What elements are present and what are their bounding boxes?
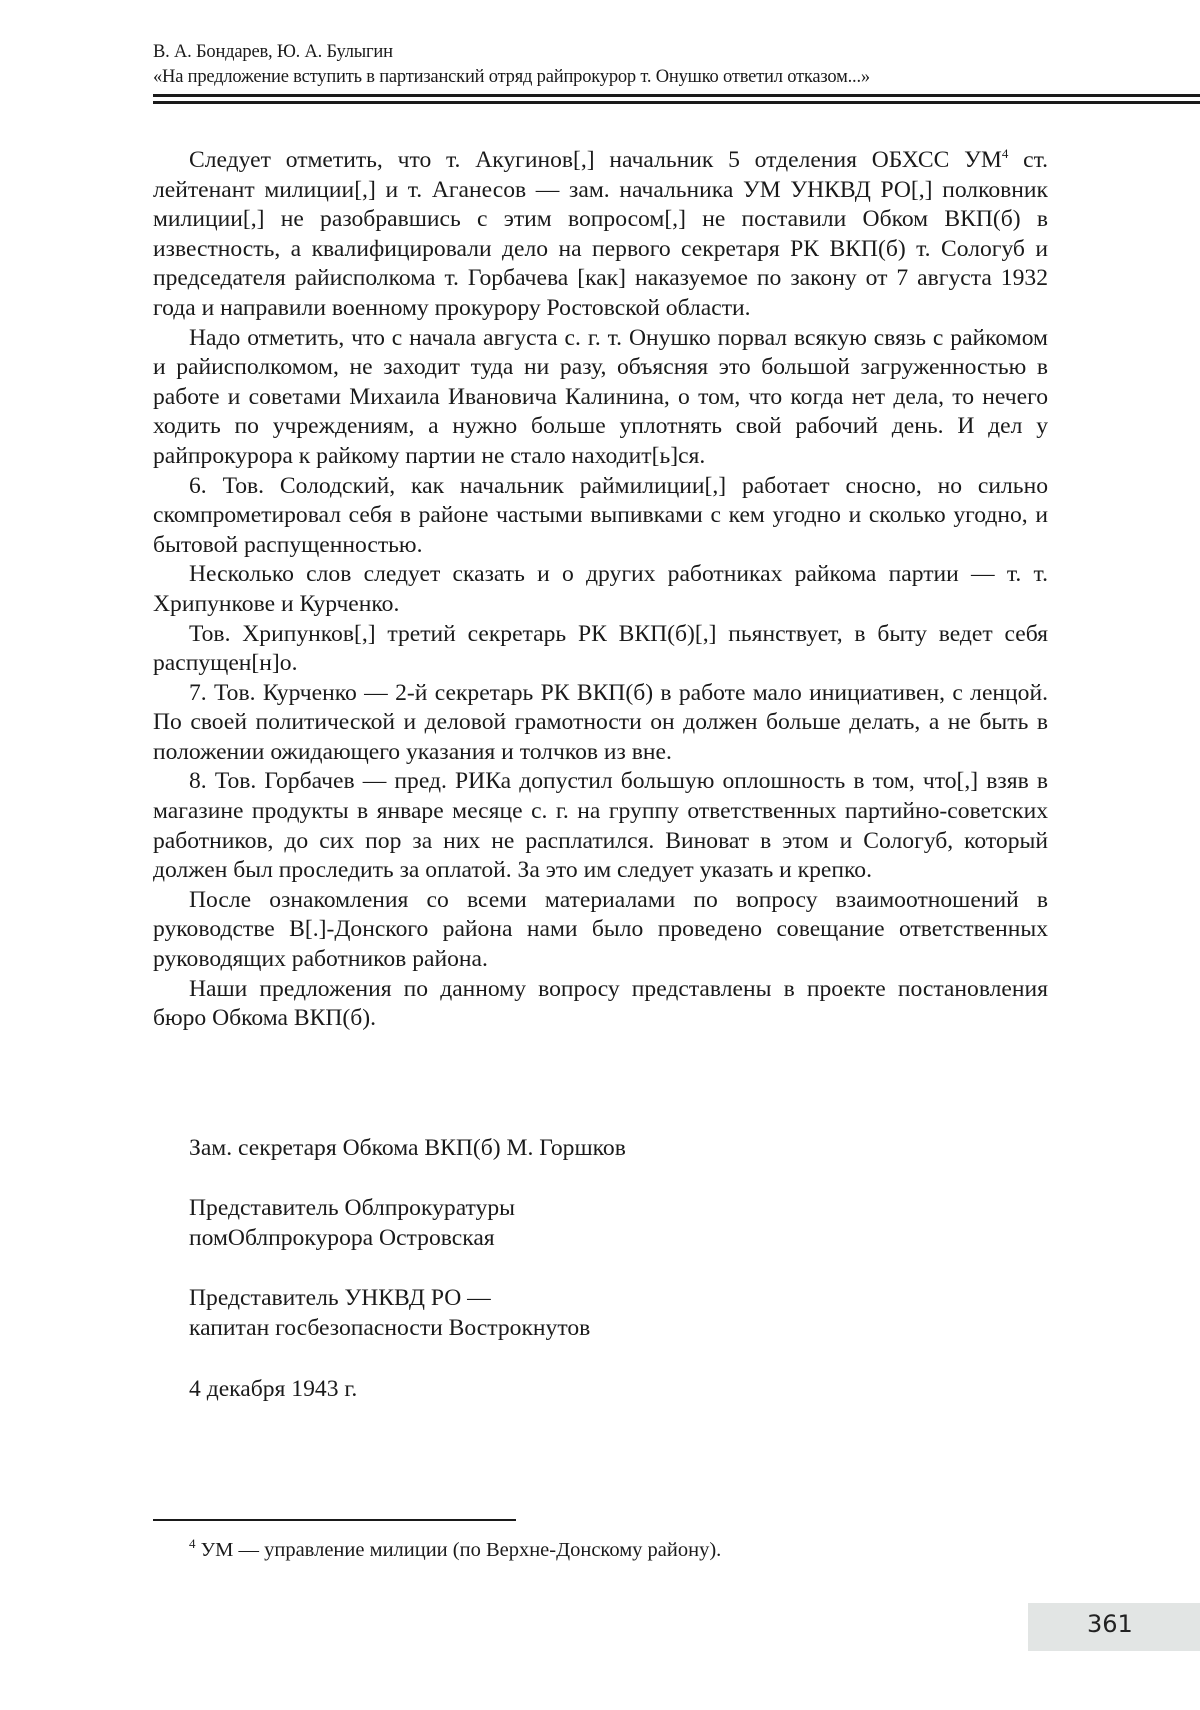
body-text	[153, 146, 1048, 1034]
footnote-rule	[153, 1519, 516, 1521]
footnote-mark: 4	[189, 1536, 196, 1551]
signature-2	[189, 1193, 515, 1253]
header-rule-top	[153, 94, 1200, 97]
paragraph: После ознакомления со всеми материалами по вопросу взаимоотношений в руководстве В[.]-Донского района нами было проведено совещание ответственных руководящих работников района.	[153, 886, 1048, 975]
footnote	[189, 1537, 721, 1563]
paragraph: 7. Тов. Курченко — 2-й секретарь РК ВКП(б) в работе мало инициативен, с ленцой. По своей политической и деловой грамотности он должен больше делать, а не быть в положении ожидающего указания и толчков из вне.	[153, 679, 1048, 768]
page-number: 361	[1087, 1610, 1133, 1638]
paragraph: Несколько слов следует сказать и о других работниках райкома партии — т. т. Хрипункове и Курченко.	[153, 560, 1048, 619]
paragraph	[153, 146, 1048, 324]
paragraph-start: Следует отметить, что т. Акугинов[,] начальник 5 отделения ОБХСС УМ	[189, 147, 1002, 173]
signature-line: Представитель Облпрокуратуры	[189, 1193, 515, 1223]
signature-1	[189, 1133, 626, 1163]
paragraph: 6. Тов. Солодский, как начальник раймилиции[,] работает сносно, но сильно скомпрометировал себя в районе частыми выпивками с кем угодно и сколько угодно, и бытовой распущенностью.	[153, 472, 1048, 561]
footnote-ref[interactable]: 4	[1002, 146, 1009, 161]
footnote-text: УМ — управление милиции (по Верхне-Донскому району).	[196, 1539, 722, 1561]
running-header	[153, 40, 870, 90]
paragraph-rest: ст. лейтенант милиции[,] и т. Аганесов — зам. начальника УМ УНКВД РО[,] полковник милиции[,] не разобравшись с этим вопросом[,] не поставили Обком ВКП(б) в известность, а квалифицировали дело на первого секретаря РК ВКП(б) т. Сологуб и председателя райисполкома т. Горбачева [как] наказуемое по закону от 7 августа 1932 года и направили военному прокурору Ростовской области.	[153, 147, 1048, 321]
header-title: «На предложение вступить в партизанский отряд райпрокурор т. Онушко ответил отказом...»	[153, 65, 870, 90]
date-text: 4 декабря 1943 г.	[189, 1374, 357, 1404]
paragraph: Тов. Хрипунков[,] третий секретарь РК ВКП(б)[,] пьянствует, в быту ведет себя распущен[н]о.	[153, 620, 1048, 679]
signature-3	[189, 1283, 590, 1343]
header-rule-bottom	[153, 101, 1200, 104]
signature-line: капитан госбезопасности Вострокнутов	[189, 1313, 590, 1343]
document-date	[189, 1374, 357, 1404]
signature-line: Представитель УНКВД РО —	[189, 1283, 590, 1313]
header-authors: В. А. Бондарев, Ю. А. Булыгин	[153, 40, 870, 65]
paragraph: 8. Тов. Горбачев — пред. РИКа допустил большую оплошность в том, что[,] взяв в магазине продукты в январе месяце с. г. на группу ответственных партийно-советских работников, до сих пор за них не расплатился. Виноват в этом и Сологуб, который должен был проследить за оплатой. За это им следует указать и крепко.	[153, 767, 1048, 885]
signature-line: Зам. секретаря Обкома ВКП(б) М. Горшков	[189, 1133, 626, 1163]
signature-line: помОблпрокурора Островская	[189, 1223, 515, 1253]
paragraph: Надо отметить, что с начала августа с. г. т. Онушко порвал всякую связь с райкомом и райисполкомом, не заходит туда ни разу, объясняя это большой загруженностью в работе и советами Михаила Ивановича Калинина, о том, что когда нет дела, то нечего ходить по учреждениям, а нужно больше уплотнять свой рабочий день. И дел у райпрокурора к райкому партии не стало находит[ь]ся.	[153, 324, 1048, 472]
paragraph: Наши предложения по данному вопросу представлены в проекте постановления бюро Обкома ВКП(б).	[153, 975, 1048, 1034]
